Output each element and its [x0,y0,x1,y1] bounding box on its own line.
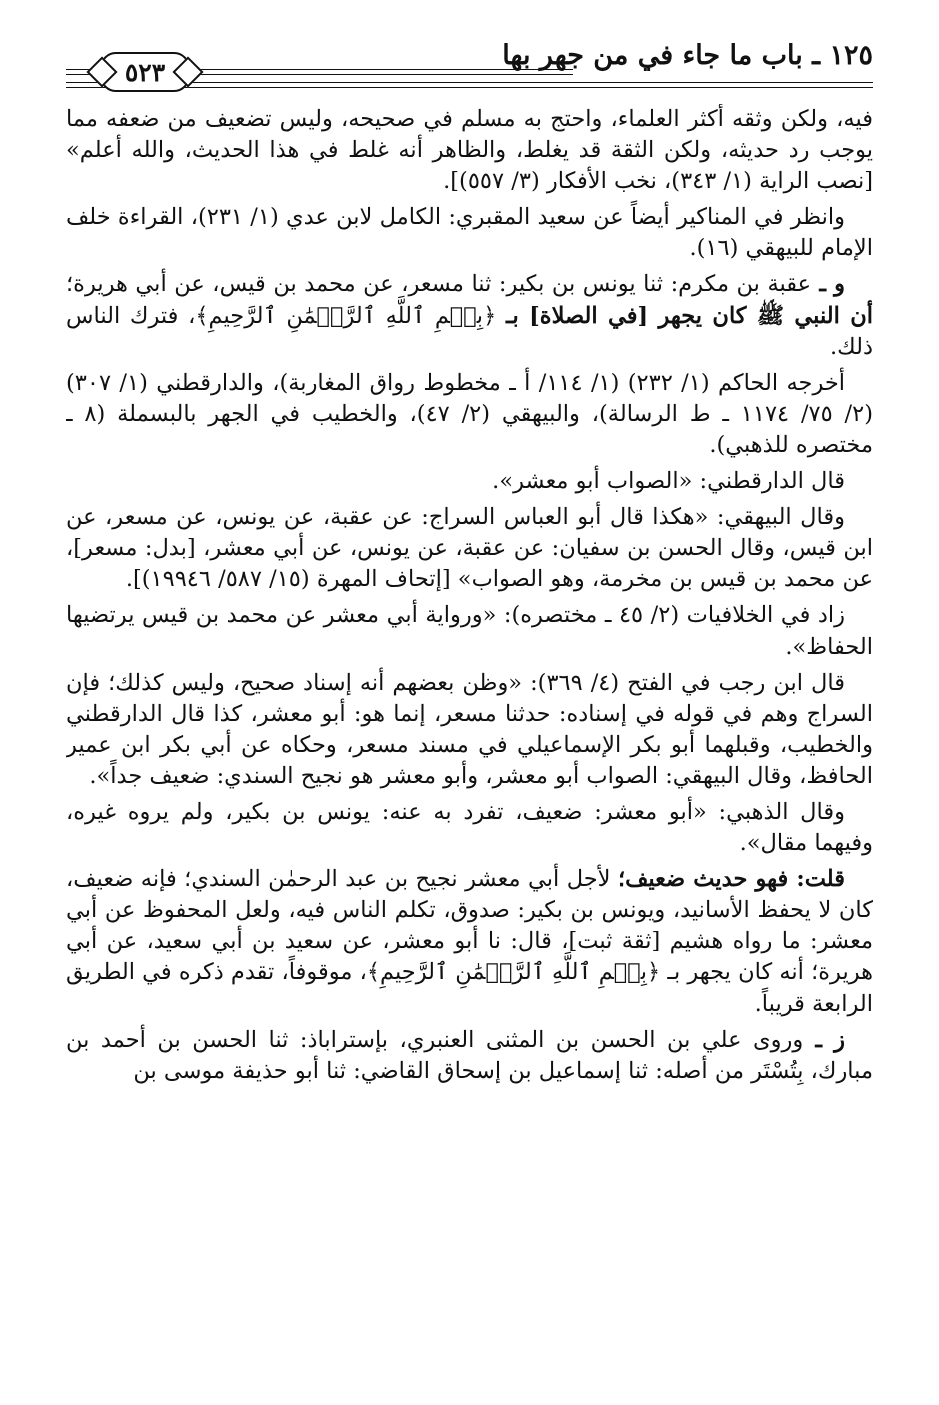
text-segment: ﴿بِسۡمِ ٱللَّهِ ٱلرَّحۡمَٰنِ ٱلرَّحِيمِ﴾، فترك الناس ذلك. [66,302,873,360]
paragraph [66,797,873,859]
text-segment: وقال البيهقي: «هكذا قال أبو العباس السراج: عن عقبة، عن يونس، عن مسعر، عن ابن قيس، وقال الحسن بن سفيان: عن عقبة، عن يونس، عن أبي معشر، [بدل: مسعر]، عن محمد بن قيس بن مخرمة، وهو الصواب» [إتحاف المهرة (١٥/ ٥٨٧/ ١٩٩٤٦)]. [66,504,873,593]
bold-text: و ـ [811,271,846,298]
text-segment: قال ابن رجب في الفتح (٤/ ٣٦٩): «وظن بعضهم أنه إسناد صحيح، وليس كذلك؛ فإن السراج وهم في قوله في إسناده: حدثنا مسعر، إنما هو: أبو معشر، كذا قال الدارقطني والخطيب، وقبلهما أبو بكر الإسماعيلي في مسند مسعر، وحكاه عن أبي بكر ابن عمير الحافظ، وقال البيهقي: الصواب أبو معشر، وأبو معشر هو نجيح السندي: ضعيف جداً». [66,669,873,789]
main-text [66,104,873,1385]
paragraph [66,600,873,662]
text-segment: لأجل أبي معشر نجيح بن عبد الرحمٰن السندي؛ فإنه ضعيف، كان لا يحفظ الأسانيد، ويونس بن بكير: صدوق، تكلم الناس فيه، ولعل المحفوظ عن أبي معشر: ما رواه هشيم [ثقة ثبت]، قال: نا أبو معشر، عن سعيد بن أبي سعيد، عن أبي هريرة؛ أنه كان يجهر بـ ﴿بِسۡمِ ٱللَّهِ ٱلرَّحۡمَٰنِ ٱلرَّحِيمِ﴾، موقوفاً، تقدم ذكره في الطريق الرابعة قريباً. [66,866,873,1017]
text-segment: وقال الذهبي: «أبو معشر: ضعيف، تفرد به عنه: يونس بن بكير، ولم يروه غيره، وفيهما مقال». [66,798,873,857]
paragraph [66,202,873,264]
text-segment: زاد في الخلافيات (٢/ ٤٥ ـ مختصره): «ورواية أبي معشر عن محمد بن قيس يرتضيها الحفاظ». [66,602,873,660]
paragraph [66,864,873,1019]
paragraph [66,1025,873,1087]
paragraph [66,269,873,362]
page-number: ٥٢٣ [124,57,166,87]
paragraph [66,368,873,461]
text-segment: وانظر في المناكير أيضاً عن سعيد المقبري: الكامل لابن عدي (١/ ٢٣١)، القراءة خلف الإمام للبيهقي (١٦). [66,204,873,262]
text-segment: فيه، ولكن وثقه أكثر العلماء، واحتج به مسلم في صحيحه، وليس تضعيف من ضعفه مما يوجب رد حديثه، ولكن الثقة قد يغلط، والظاهر أنه غلط في هذا الحديث، والله أعلم» [نصب الراية (١/ ٣٤٣)، نخب الأفكار (٣/ ٥٥٧)]. [66,106,873,195]
bold-text: قلت: فهو حديث ضعيف؛ [617,866,845,893]
page-number-badge [100,52,190,92]
text-segment: عقبة بن مكرم: ثنا يونس بن بكير: ثنا مسعر، عن محمد بن قيس، عن أبي هريرة؛ [66,271,812,298]
paragraph [66,104,873,197]
paragraph [66,502,873,595]
bold-text: أن النبي ﷺ كان يجهر [في الصلاة] بـ [505,302,873,329]
bold-text: ز ـ [803,1026,845,1053]
paragraph [66,466,873,497]
running-title: ١٢٥ ـ باب ما جاء في من جهر بها [502,40,873,71]
page-header [66,28,873,98]
text-segment: وروى علي بن الحسن بن المثنى العنبري، بإستراباذ: ثنا الحسن بن أحمد بن مبارك، بِتُسْتَر من أصله: ثنا إسماعيل بن إسحاق القاضي: ثنا أبو حذيفة موسى بن [66,1026,873,1084]
text-segment: قال الدارقطني: «الصواب أبو معشر». [492,468,845,495]
paragraph [66,668,873,792]
text-segment: أخرجه الحاكم (١/ ٢٣٢) (١/ ١١٤/ أ ـ مخطوط رواق المغاربة)، والدارقطني (١/ ٣٠٧) (٢/ ٧٥/ ١١٧٤ ـ ط الرسالة)، والبيهقي (٢/ ٤٧)، والخطيب في الجهر بالبسملة (٨ ـ مختصره للذهبي). [66,369,873,458]
